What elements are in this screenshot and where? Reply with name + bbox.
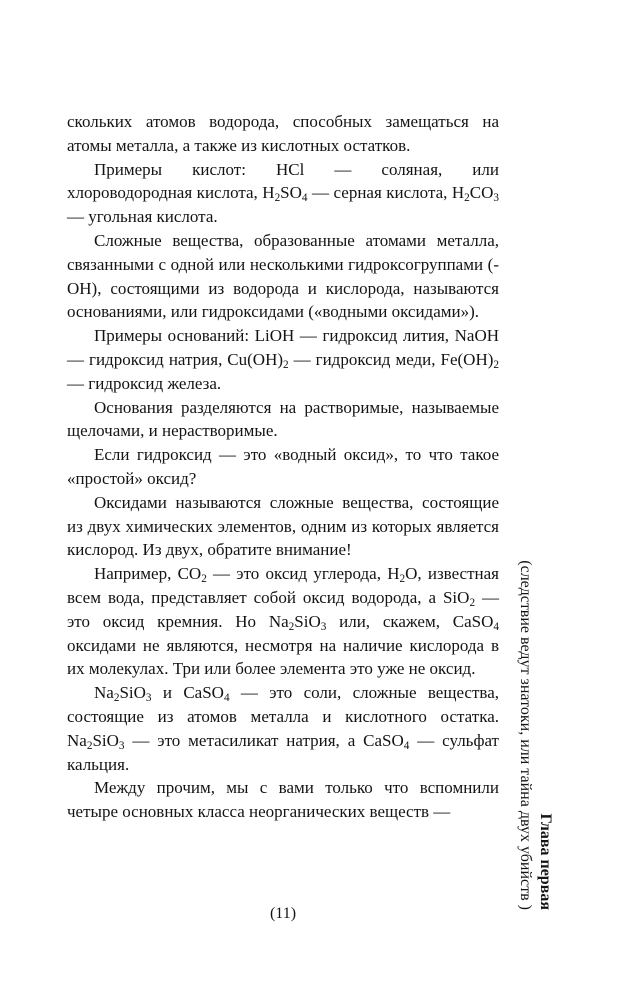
paragraph: Примеры кислот: HCl — соляная, или хлороводородная кислота, $H_2SO_4$ — серная кислота, $H_2CO_3$ — угольная кислота. — [67, 159, 500, 227]
formula-subscript: 4 — [301, 192, 308, 205]
paragraph: Основания разделяются на растворимые, называемые щелочами, и нерастворимые. — [67, 397, 499, 441]
paragraph: Если гидроксид — это «водный оксид», то что такое «простой» оксид? — [67, 445, 499, 488]
formula-subscript: 3 — [145, 691, 152, 704]
formula-subscript: 2 — [274, 192, 281, 205]
formula-subscript: 2 — [201, 572, 207, 585]
paragraph: Сложные вещества, образованные атомами металла, связанными с одной или несколькими гидроксогруппами (-OH), состоящими из водорода и кислорода, называются основаниями, или гидроксидами («водными оксидами»). — [67, 230, 499, 322]
formula-subscript: 2 — [283, 358, 289, 371]
formula-subscript: 4 — [493, 620, 499, 633]
formula-subscript: 3 — [493, 192, 500, 205]
formula-subscript: 2 — [493, 358, 499, 371]
formula-subscript: 2 — [288, 620, 295, 633]
text-block — [67, 110, 499, 824]
paragraph: Между прочим, мы с вами только что вспомнили четыре основных класса неорганических веществ — — [67, 778, 499, 822]
formula-subscript: 2 — [469, 596, 476, 609]
formula-subscript: 4 — [223, 691, 230, 704]
formula-subscript: 2 — [113, 691, 120, 704]
paragraph: Примеры оснований: LiOH — гидроксид лития, NaOH — гидроксид натрия, $Cu(OH)_2$ — гидроксид меди, $Fe(OH)_2$ — гидроксид железа. — [67, 326, 499, 393]
chapter-sidebar — [515, 490, 555, 910]
formula-subscript: 2 — [464, 192, 470, 205]
paragraph: Например, $CO_2$ — это оксид углерода, $H_2O$, известная всем вода, представляет собой оксид водорода, а SiO$_2$ — это оксид кремния. Но $Na_2SiO_3$ или, скажем, CaSO$_4$ оксидами не являются, несмотря на наличие кислорода в их молекулах. Три или более элемента это уже не оксид. — [67, 564, 500, 679]
formula-subscript: 3 — [320, 620, 327, 633]
page-number: (11) — [269, 905, 297, 922]
formula-subscript: 2 — [399, 572, 406, 585]
paragraph: скольких атомов водорода, способных замещаться на атомы металла, а также из кислотных остатков. — [67, 112, 499, 155]
paragraph: Оксидами называются сложные вещества, состоящие из двух химических элементов, одним из которых является кислород. Из двух, обратите внимание! — [67, 492, 499, 560]
chapter-subtitle: (следствие ведут знатоки, или тайна двух убийств ) — [517, 560, 534, 910]
formula-subscript: 2 — [86, 739, 93, 752]
chapter-title: Глава первая — [537, 813, 554, 910]
paragraph: $Na_2SiO_3$ и CaSO$_4$ — это соли, сложные вещества, состоящие из атомов металла и кислотного остатка. $Na_2SiO_3$ — это метасиликат натрия, а CaSO$_4$ — сульфат кальция. — [67, 683, 499, 774]
formula-subscript: 3 — [118, 739, 125, 752]
formula-subscript: 4 — [403, 739, 410, 752]
